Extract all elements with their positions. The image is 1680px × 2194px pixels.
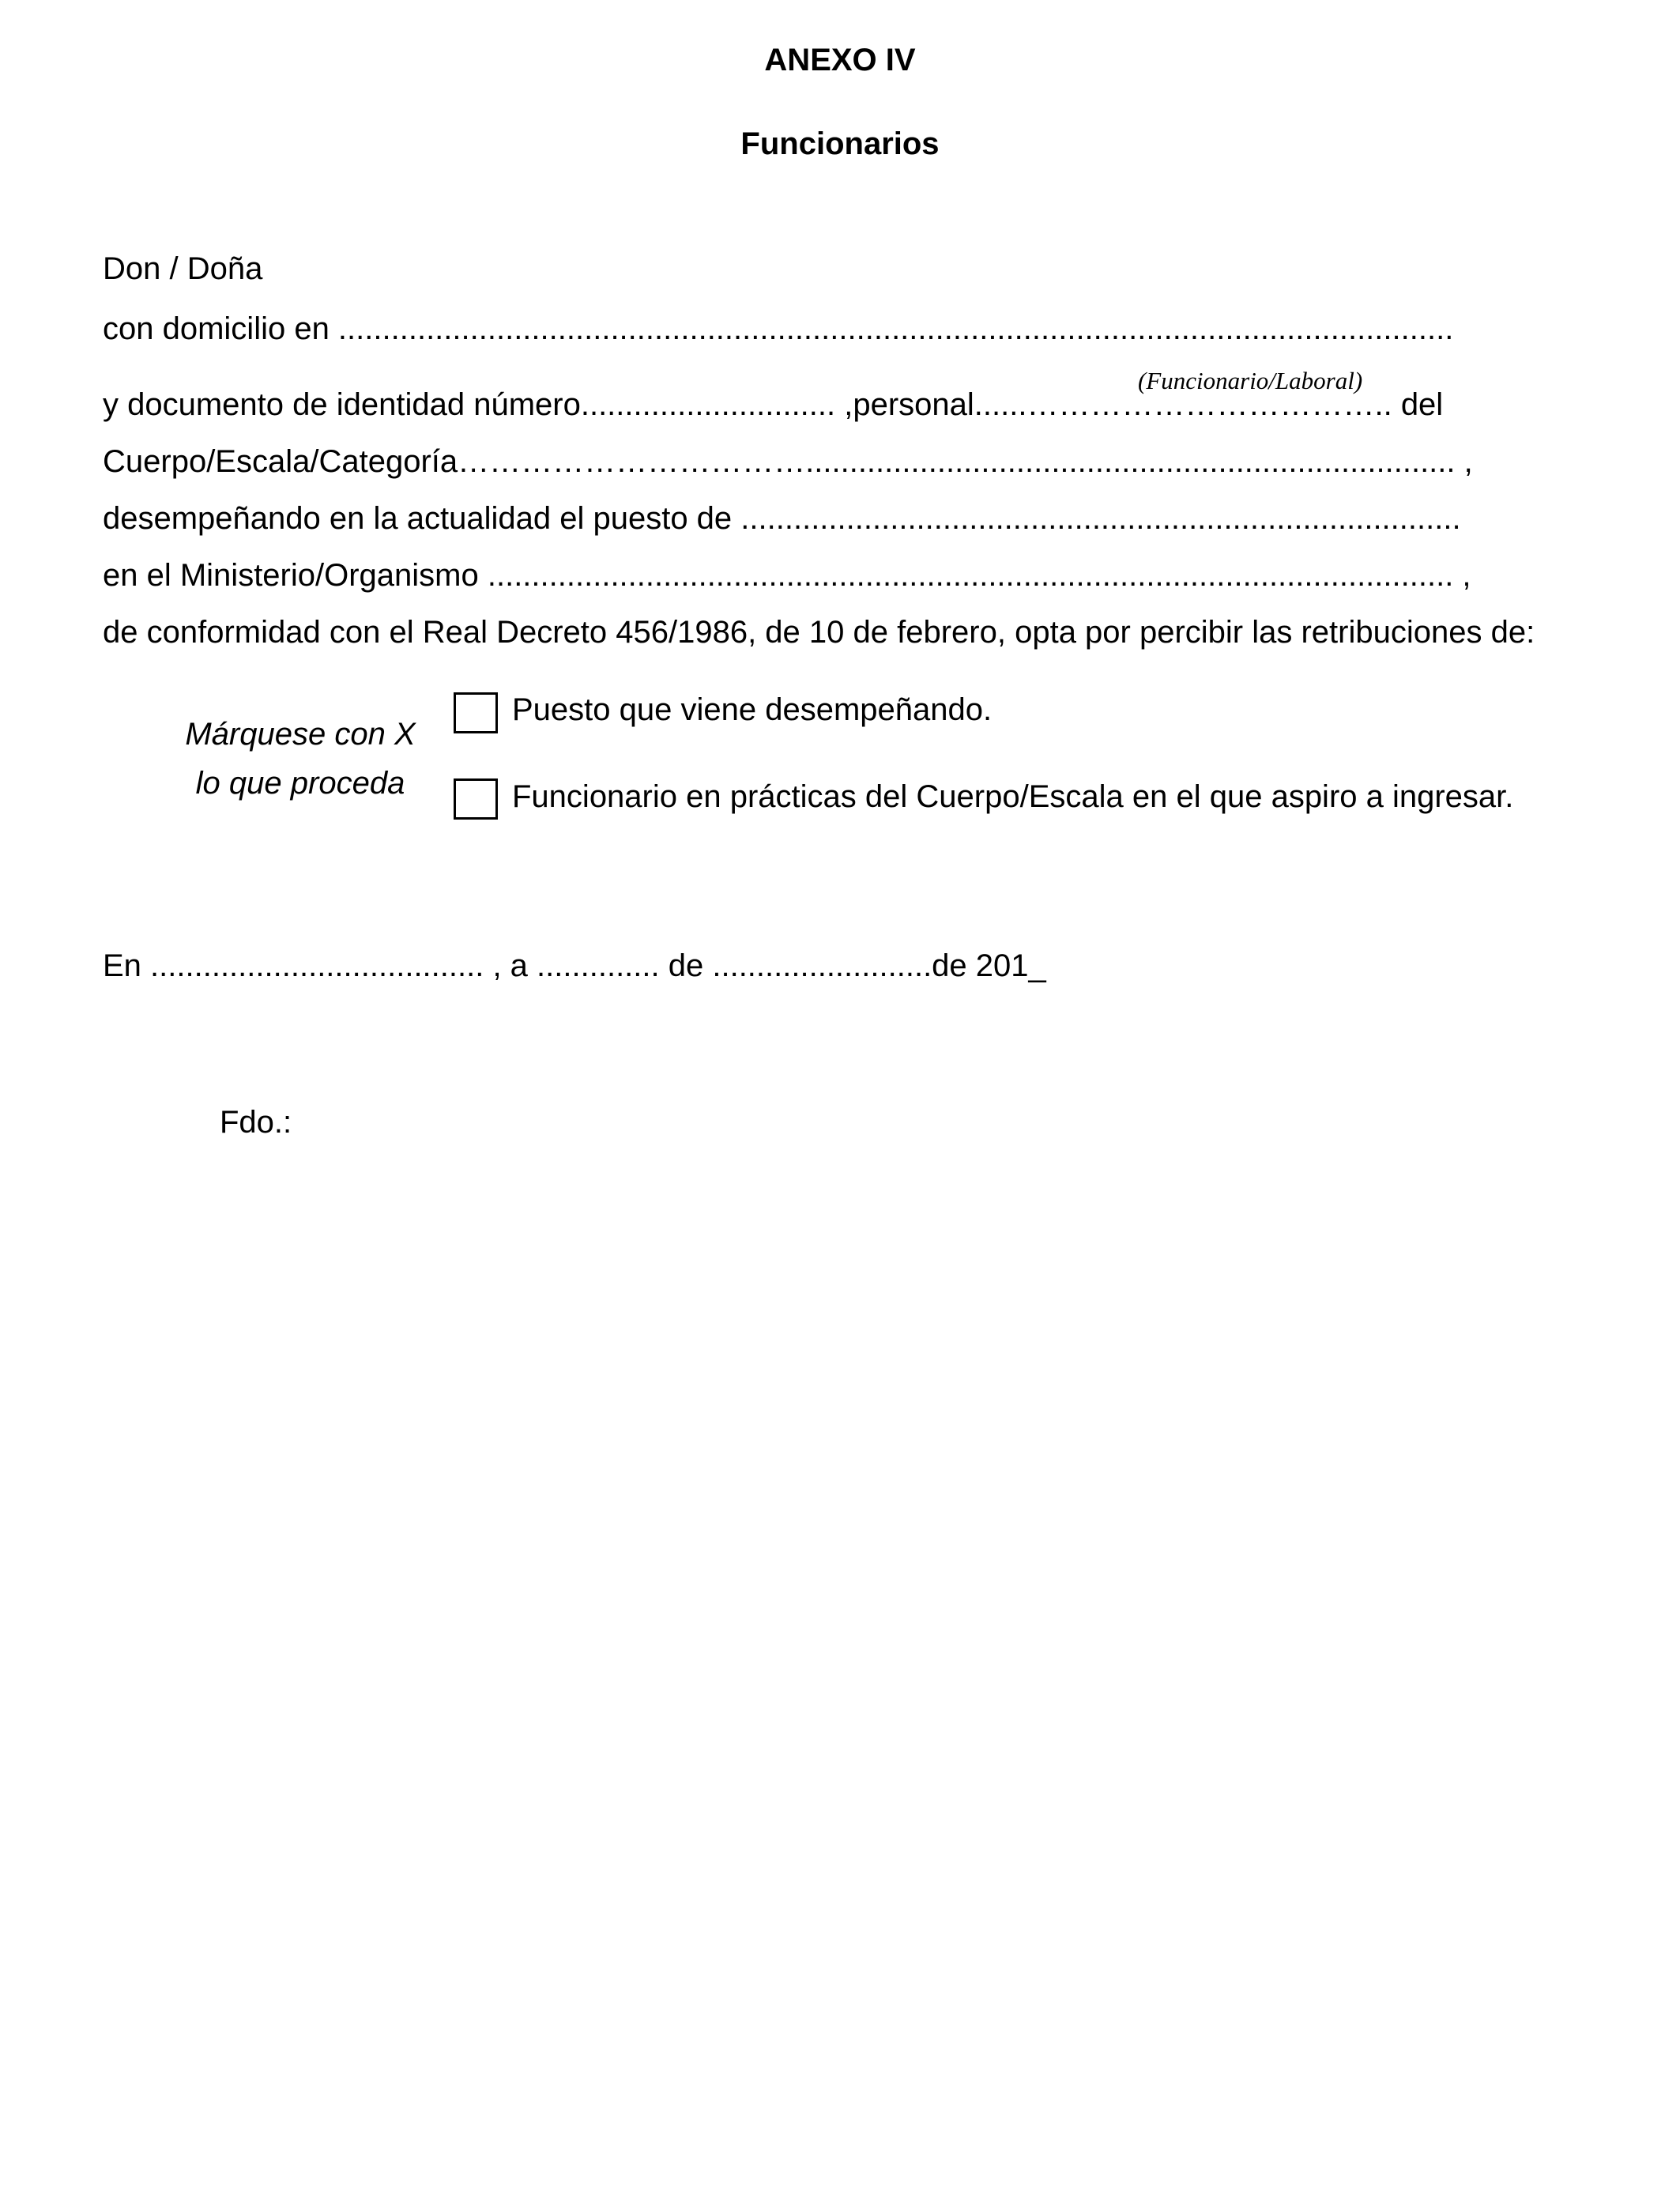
option-practicas-label: Funcionario en prácticas del Cuerpo/Escala en el que aspiro a ingresar. — [512, 779, 1514, 814]
documento-identidad-line: y documento de identidad número............................. ,personal......…………………………….. del — [103, 387, 1444, 422]
option-practicas-checkbox[interactable] — [454, 778, 498, 820]
personal-type-note: (Funcionario/Laboral) — [1138, 367, 1363, 394]
document-subtitle: Funcionarios — [740, 126, 940, 161]
mark-instruction-line2: lo que proceda — [195, 766, 405, 801]
document-title: ANEXO IV — [764, 43, 916, 77]
ministerio-line: en el Ministerio/Organismo .............................................................................................................. , — [103, 558, 1471, 593]
conformidad-line: de conformidad con el Real Decreto 456/1986, de 10 de febrero, opta por percibir las retribuciones de: — [103, 615, 1535, 650]
date-place-line: En ...................................... , a .............. de .........................de 201_ — [103, 948, 1046, 983]
don-dona-line: Don / Doña — [103, 251, 263, 286]
cuerpo-escala-line: Cuerpo/Escala/Categoría…………………………….......................................................................... , — [103, 444, 1473, 479]
signature-label: Fdo.: — [220, 1105, 292, 1140]
mark-instruction-line1: Márquese con X — [185, 717, 416, 752]
option-puesto-label: Puesto que viene desempeñando. — [512, 692, 993, 727]
mark-instruction — [150, 710, 450, 808]
puesto-line: desempeñando en la actualidad el puesto de .................................................................................. — [103, 501, 1461, 536]
option-puesto-checkbox[interactable] — [454, 692, 498, 733]
domicilio-line: con domicilio en ............................................................................................................................... — [103, 311, 1454, 346]
